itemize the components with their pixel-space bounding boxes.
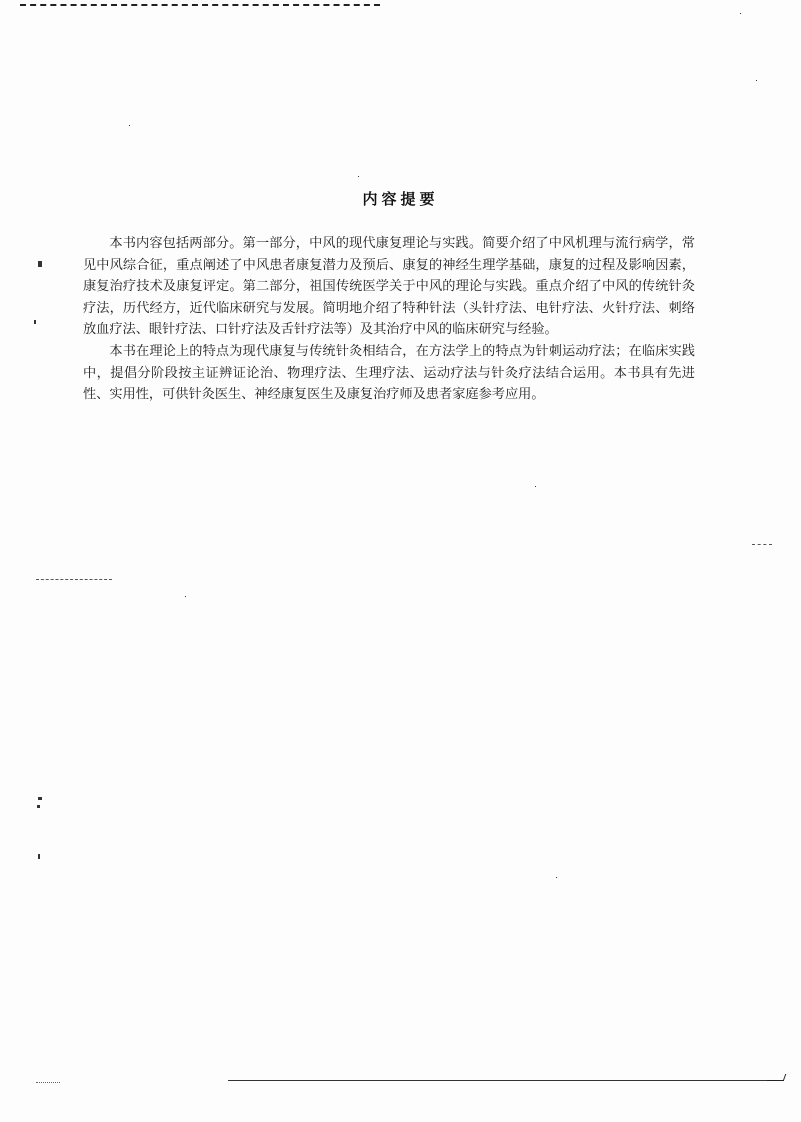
footer-rule <box>228 1080 768 1081</box>
paragraph: 本书在理论上的特点为现代康复与传统针灸相结合，在方法学上的特点为针刺运动疗法；在临床实践中，提倡分阶段按主证辨证论治、物理疗法、生理疗法、运动疗法与针灸疗法结合运用。本书具有先进性、实用性，可供针灸医生、神经康复医生及康复治疗师及患者家庭参考应用。 <box>83 343 695 403</box>
scan-speck <box>34 320 36 324</box>
scan-speck <box>185 596 186 597</box>
scan-dotted-line <box>36 1082 60 1083</box>
scan-speck <box>358 176 359 177</box>
footer-rule-hook <box>767 1074 787 1081</box>
scan-speck <box>38 261 42 267</box>
scan-speck <box>535 486 536 487</box>
page-title: 内容提要 <box>362 190 439 208</box>
scan-speck <box>756 80 757 81</box>
scan-speck <box>740 13 741 14</box>
scan-speck <box>37 805 40 808</box>
summary-body <box>83 233 695 406</box>
scan-speck <box>129 125 130 126</box>
paragraph: 本书内容包括两部分。第一部分，中风的现代康复理论与实践。简要介绍了中风机理与流行病学，常见中风综合征，重点阐述了中风患者康复潜力及预后、康复的神经生理学基础，康复的过程及影响因素，康复治疗技术及康复评定。第二部分，祖国传统医学关于中风的理论与实践。重点介绍了中风的传统针灸疗法，历代经方，近代临床研究与发展。简明地介绍了特种针法（头针疗法、电针疗法、火针疗法、刺络放血疗法、眼针疗法、口针疗法及舌针疗法等）及其治疗中风的临床研究与经验。 <box>83 236 695 338</box>
header-dashed-rule <box>20 4 380 6</box>
scan-dash-line <box>36 579 112 580</box>
scan-speck <box>38 797 42 800</box>
scan-speck <box>38 854 40 859</box>
scan-speck <box>556 877 557 878</box>
scan-dash-line <box>752 544 772 545</box>
